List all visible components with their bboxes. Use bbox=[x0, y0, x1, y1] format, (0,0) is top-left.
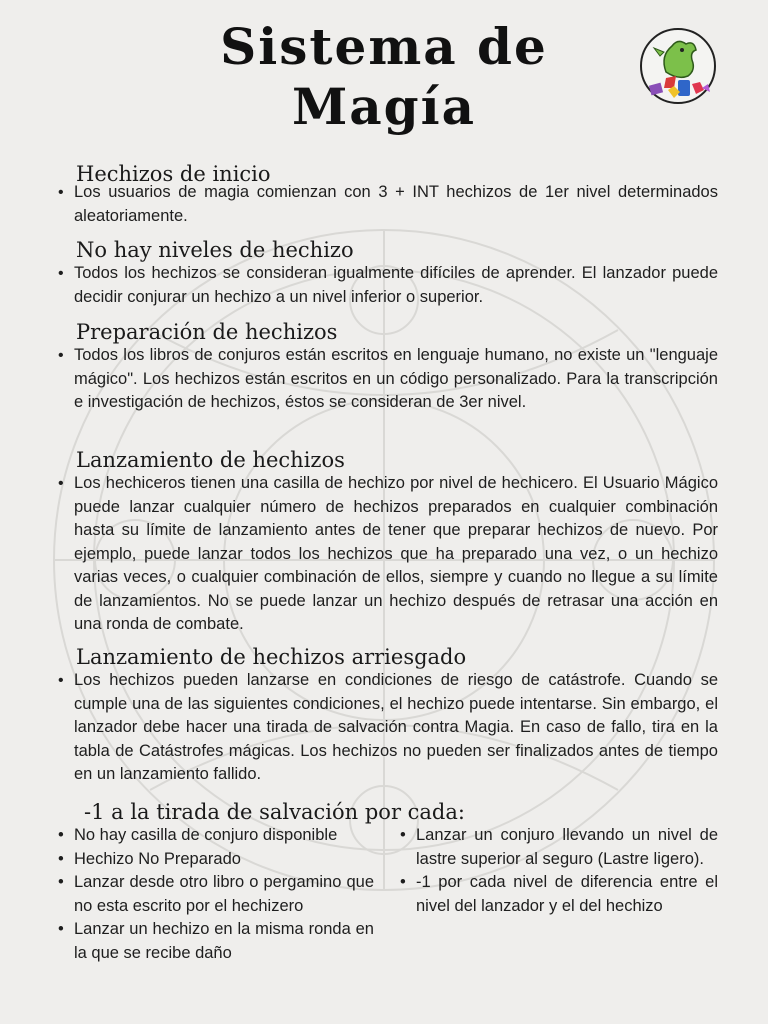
section-heading-lanzamiento: Lanzamiento de hechizos bbox=[76, 448, 345, 472]
list-item: • Los usuarios de magia comienzan con 3 + INT hechizos de 1er nivel determinados aleatoriamente. bbox=[56, 181, 718, 228]
section-heading-arriesgado: Lanzamiento de hechizos arriesgado bbox=[76, 645, 467, 669]
section-list-arriesgado bbox=[56, 669, 718, 787]
list-item: • Todos los hechizos se consideran igualmente difíciles de aprender. El lanzador puede decidir conjurar un hechizo a un nivel inferior o superior. bbox=[56, 262, 718, 309]
list-item: • Lanzar un hechizo en la misma ronda en la que se recibe daño bbox=[56, 918, 374, 965]
section-heading-niveles: No hay niveles de hechizo bbox=[76, 238, 354, 262]
list-item: • -1 por cada nivel de diferencia entre el nivel del lanzador y el del hechizo bbox=[398, 871, 718, 918]
penalty-list-right bbox=[398, 824, 718, 918]
section-list-preparacion bbox=[56, 344, 718, 415]
section-heading-hechizos-inicio: Hechizos de inicio bbox=[76, 162, 271, 186]
dragon-dice-logo-icon bbox=[638, 26, 718, 110]
section-list-lanzamiento bbox=[56, 472, 718, 637]
list-item: • Todos los libros de conjuros están escritos en lenguaje humano, no existe un "lenguaje mágico". Los hechizos están escritos en un código personalizado. Para la transcripción e investigación de hechizos, éstos se consideran de 3er nivel. bbox=[56, 344, 718, 415]
list-item: • Lanzar desde otro libro o pergamino que no esta escrito por el hechizero bbox=[56, 871, 374, 918]
list-item: • No hay casilla de conjuro disponible bbox=[56, 824, 374, 848]
section-list-niveles bbox=[56, 262, 718, 309]
section-list-hechizos-inicio bbox=[56, 181, 718, 228]
penalty-list-left bbox=[56, 824, 374, 965]
list-item: • Hechizo No Preparado bbox=[56, 848, 374, 872]
list-item: • Los hechiceros tienen una casilla de hechizo por nivel de hechicero. El Usuario Mágico puede lanzar cualquier número de hechizos preparados en cualquier combinación hasta su límite de lanzamiento antes de tener que preparar hechizos de nuevo. Por ejemplo, puede lanzar todos los hechizos que ha preparado una vez, o un hechizo varias veces, o cualquier combinación de ellos, siempre y cuando no llegue a su límite de lanzamientos. No se puede lanzar un hechizo después de retrasar una acción en una ronda de combate. bbox=[56, 472, 718, 637]
section-heading-preparacion: Preparación de hechizos bbox=[76, 320, 338, 344]
penalty-heading: -1 a la tirada de salvación por cada: bbox=[84, 800, 465, 824]
page-title-line-1: Sistema de bbox=[220, 17, 548, 76]
list-item: • Lanzar un conjuro llevando un nivel de lastre superior al seguro (Lastre ligero). bbox=[398, 824, 718, 871]
list-item: • Los hechizos pueden lanzarse en condiciones de riesgo de catástrofe. Cuando se cumple una de las siguientes condiciones, el hechizo puede intentarse. Sin embargo, el lanzador debe hacer una tirada de salvación contra Magia. En caso de fallo, tira en la tabla de Catástrofes mágicas. Los hechizos no pueden ser finalizados antes de tiempo en un lanzamiento fallido. bbox=[56, 669, 718, 787]
page-title-line-2: Magía bbox=[291, 77, 477, 136]
